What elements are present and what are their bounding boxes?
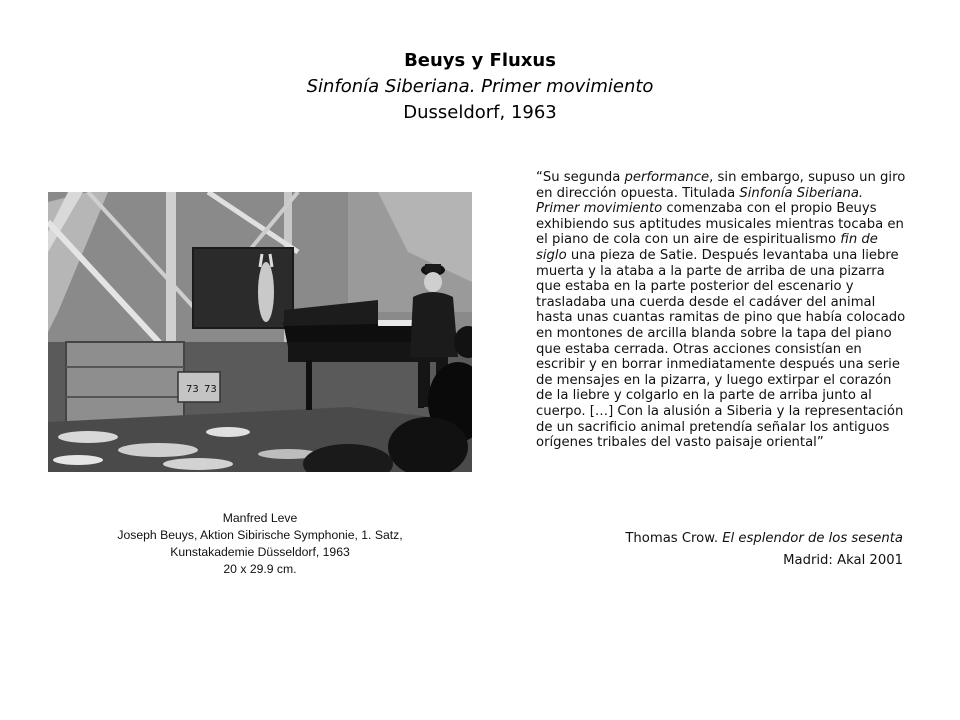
- quote-text: [536, 170, 908, 451]
- title-block: [0, 48, 960, 126]
- photo-caption: [48, 510, 472, 578]
- caption-photographer: Manfred Leve: [222, 511, 298, 525]
- quote-part-6: fin de siglo: [536, 232, 878, 263]
- performance-photo: [48, 192, 472, 472]
- caption-location: Kunstakademie Düsseldorf, 1963: [170, 545, 350, 559]
- quote-source: [523, 528, 903, 572]
- title-main: Beuys y Fluxus: [404, 50, 556, 71]
- quote-part-5: comenzaba con el propio Beuys exhibiendo sus aptitudes musicales mientras tocaba en el piano de cola con un aire de espiritualismo: [536, 201, 904, 248]
- quote-part-4: Sinfonía Siberiana. Primer movimiento: [536, 185, 864, 217]
- source-author: Thomas Crow.: [625, 531, 723, 546]
- title-subtitle: Sinfonía Siberiana. Primer movimiento: [306, 76, 654, 97]
- quote-part-2: performance: [624, 170, 710, 185]
- quote-part-3: , sin embargo, supuso un giro en dirección opuesta. Titulada: [536, 170, 906, 201]
- caption-dimensions: 20 x 29.9 cm.: [223, 562, 297, 576]
- source-publisher: Madrid: Akal 2001: [783, 553, 903, 568]
- source-citation: [523, 528, 903, 550]
- quote-part-1: “Su segunda: [536, 170, 625, 185]
- quote-part-7: una pieza de Satie. Después levantaba una liebre muerta y la ataba a la parte de arriba de una pizarra que estaba en la parte posterior del escenario y trasladaba una cuerda desde el cadáver del animal hasta unas cuantas ramitas de pino que había colocado en montones de arcilla blanda sobre la tapa del piano que estaba cerrada. Otras acciones consistían en escribir y en borrar inmediatamente después una serie de mensajes en la pizarra, y luego extirpar el corazón de la liebre y colgarlo en la parte de arriba junto al cuerpo. […] Con la alusión a Siberia y la representación de un sacrificio animal pretendía señalar los antiguos orígenes tribales del vasto paisaje oriental”: [536, 247, 906, 451]
- crate-label-2: 73: [204, 384, 217, 395]
- source-book: El esplendor de los sesenta: [722, 531, 903, 546]
- caption-work-title: Joseph Beuys, Aktion Sibirische Symphonie, 1. Satz,: [117, 528, 403, 542]
- crate-label-1: 73: [186, 384, 199, 395]
- title-place-date: Dusseldorf, 1963: [403, 102, 557, 123]
